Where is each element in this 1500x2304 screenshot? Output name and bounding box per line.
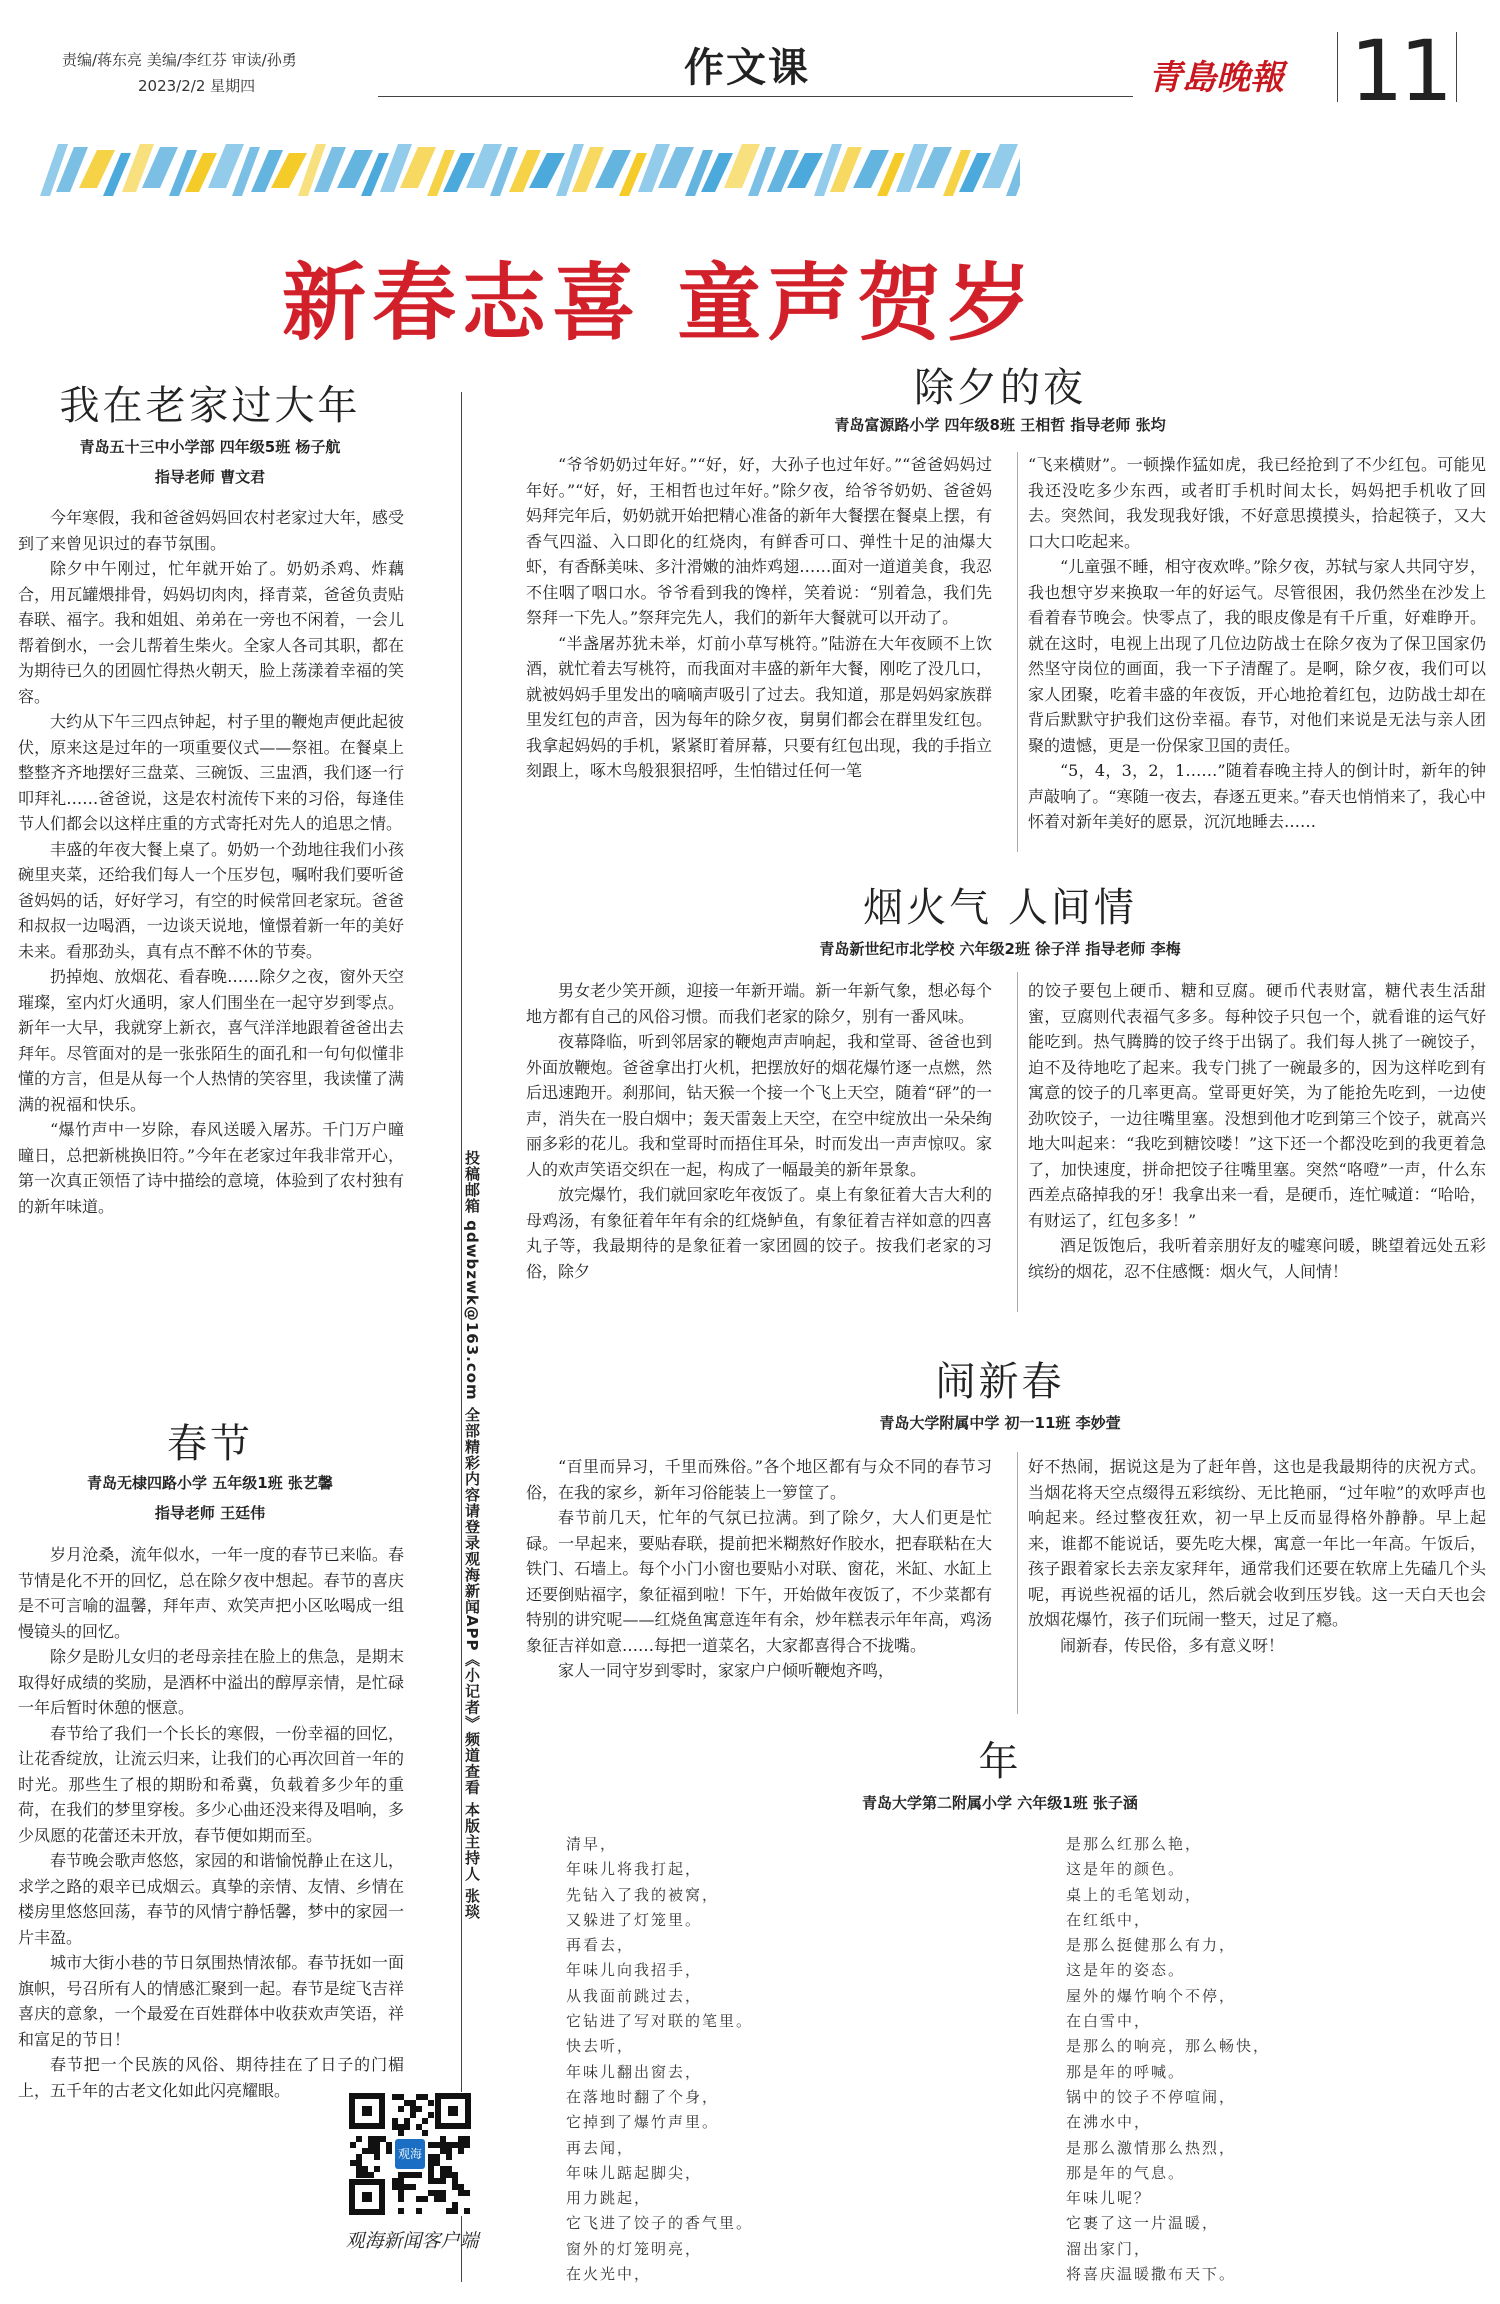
poem-line: 年味儿踮起脚尖， — [566, 2163, 703, 2182]
paragraph: 夜幕降临，听到邻居家的鞭炮声声响起，我和堂哥、爸爸也到外面放鞭炮。爸爸拿出打火机，把摆放好的烟花爆竹逐一点燃，然后迅速跑开。刹那间，钻天猴一个接一个飞上天空，随着“砰”的一声，消失在一股白烟中；轰天雷轰上天空，在空中绽放出一朵朵绚丽多彩的花儿。我和堂哥时而捂住耳朵，时而发出一声声惊叹。家人的欢声笑语交织在一起，构成了一幅最美的新年景象。 — [526, 1032, 992, 1179]
article-byline-a3: 青岛富源路小学 四年级8班 王相哲 指导老师 张均 — [834, 416, 1166, 434]
editor-credits: 责编/蒋东亮 美编/李红芬 审读/孙勇 — [62, 51, 297, 69]
poem-line: 是那么挺健那么有力， — [1066, 1936, 1237, 1955]
poem-line: 再看去， — [566, 1936, 635, 1955]
paragraph: 春节给了我们一个长长的寒假，一份幸福的回忆，让花香绽放，让流云归来，让我们的心再次回首一年的时光。那些生了根的期盼和希冀，负载着多少年的重荷，在我们的梦里穿梭。多少心曲还没来得及唱响，多少凤愿的花蕾还未开放，春节便如期而至。 — [18, 1723, 404, 1845]
paragraph: 酒足饭饱后，我听着亲朋好友的嘘寒问暖，眺望着远处五彩缤纷的烟花，忍不住感慨：烟火气，人间情！ — [1028, 1236, 1486, 1281]
paragraph: “儿童强不睡，相守夜欢哗。”除夕夜，苏轼与家人共同守岁，我也想守岁来换取一年的好运气。尽管很困，我仍然坐在沙发上看着春节晚会。快零点了，我的眼皮像是有千斤重，好难睁开。就在这时，电视上出现了几位边防战士在除夕夜为了保卫国家仍然坚守岗位的画面，我一下子清醒了。是啊，除夕夜，我们可以家人团聚，吃着丰盛的年夜饭，开心地抢着红包，边防战士却在背后默默守护我们这份幸福。春节，对他们来说是无法与亲人团聚的遗憾，更是一份保家卫国的责任。 — [1028, 557, 1486, 755]
paragraph: 今年寒假，我和爸爸妈妈回农村老家过大年，感受到了来曾见识过的春节氛围。 — [18, 508, 404, 553]
poem-line: 先钻入了我的被窝， — [566, 1885, 720, 1904]
poem-line: 它飞进了饺子的香气里。 — [566, 2214, 754, 2233]
paragraph: 春节晚会歌声悠悠，家园的和谐愉悦静止在这儿，求学之路的艰辛已成烟云。真挚的亲情、友情、乡情在楼房里悠悠回荡，春节的风情宁静恬馨，梦中的家园一片丰盈。 — [18, 1851, 404, 1947]
poem-line: 快去听， — [566, 2037, 635, 2056]
paragraph: 好不热闹，据说这是为了赶年兽，这也是我最期待的庆祝方式。当烟花将天空点缀得五彩缤纷、无比艳丽，“过年啦”的欢呼声也响起来。经过整夜狂欢，初一早上反而显得格外静静。早上起来，谁都不能说话，要先吃大棵，寓意一年比一年高。午饭后，孩子跟着家长去亲友家拜年，通常我们还要在软席上先磕几个头呢，再说些祝福的话儿，然后就会收到压岁钱。这一天白天也会放烟花爆竹，孩子们玩闹一整天，过足了瘾。 — [1028, 1457, 1486, 1629]
article-teacher-a2: 指导老师 王廷伟 — [154, 1504, 266, 1522]
header-divider-right — [1456, 32, 1457, 102]
header-rule — [378, 96, 1133, 97]
paragraph: 除夕是盼儿女归的老母亲挂在脸上的焦急，是期末取得好成绩的奖励，是酒杯中溢出的醇厚亲情，是忙碌一年后暂时休憩的惬意。 — [18, 1647, 404, 1717]
paragraph: 闹新春，传民俗，多有意义呀！ — [1060, 1635, 1285, 1655]
poem-line: 清早， — [566, 1835, 618, 1853]
poem-line: 在红纸中， — [1066, 1910, 1152, 1929]
poem-line: 年味儿呢？ — [1066, 2189, 1152, 2208]
article-title-a5: 闹新春 — [935, 1359, 1065, 1405]
article-body-a2 — [18, 1542, 404, 2288]
article-body-a3-col1 — [526, 452, 992, 860]
poem-line: 用力跳起， — [566, 2189, 652, 2208]
a3-column-divider — [1017, 452, 1018, 852]
poem-line: 它钻进了写对联的笔里。 — [566, 2012, 754, 2031]
article-body-a4-col1 — [526, 978, 992, 1334]
article-byline-a2: 青岛无棣四路小学 五年级1班 张艺馨 — [87, 1474, 333, 1492]
paragraph: 城市大街小巷的节日氛围热情浓郁。春节抚如一面旗帜，号召所有人的情感汇聚到一起。春节是绽飞吉祥喜庆的意象，一个最爱在百姓群体中收获欢声笑语，祥和富足的节日！ — [18, 1953, 404, 2049]
article-body-a5-col1 — [526, 1454, 992, 1722]
newspaper-brand: 青島晚報 — [1148, 58, 1284, 98]
paragraph: 丰盛的年夜大餐上桌了。奶奶一个劲地往我们小孩碗里夹菜，还给我们每人一个压岁包，嘱咐我们要听爸爸妈妈的话，好好学习，有空的时候常回老家玩。爸爸和叔叔一边喝酒，一边谈天说地，憧憬着新一年的美好未来。看那劲头，真有点不醉不休的节奏。 — [18, 839, 404, 961]
a5-column-divider — [1017, 1452, 1018, 1714]
header-divider — [1337, 32, 1338, 102]
article-body-a1 — [18, 505, 404, 1405]
poem-line: 这是年的颜色。 — [1066, 1860, 1186, 1879]
article-byline-a5: 青岛大学附属中学 初一11班 李妙萱 — [879, 1414, 1121, 1432]
qr-caption: 观海新闻客户端 — [345, 2230, 479, 2252]
paragraph: “5，4，3，2，1……”随着春晚主持人的倒计时，新年的钟声敲响了。“寒随一夜去，春逐五更来。”春天也悄悄来了，我心中怀着对新年美好的愿景，沉沉地睡去…… — [1028, 761, 1486, 831]
poem-line: 是那么红那么艳， — [1066, 1835, 1203, 1853]
paragraph: 春节把一个民族的风俗、期待挂在了日子的门楣上，五千年的古老文化如此闪亮耀眼。 — [18, 2055, 404, 2100]
poem-line: 是那么激情那么热烈， — [1066, 2138, 1237, 2157]
paragraph: 的饺子要包上硬币、糖和豆腐。硬币代表财富，糖代表生活甜蜜，豆腐则代表福气多多。每种饺子只包一个，就看谁的运气好能吃到。热气腾腾的饺子终于出锅了。我们每人挑了一碗饺子，迫不及待地吃了起来。我专门挑了一碗最多的，因为这样吃到有寓意的饺子的几率更高。堂哥更好笑，为了能抢先吃到，一边使劲吹饺子，一边往嘴里塞。没想到他才吃到第三个饺子，就高兴地大叫起来：“我吃到糖饺喽！”这下还一个都没吃到的我更着急了，加快速度，拼命把饺子往嘴里塞。突然“咯噔”一声，什么东西差点硌掉我的牙！我拿出来一看，是硬币，连忙喊道：“哈哈，有财运了，红包多多！” — [1028, 981, 1486, 1230]
article-body-a5-col2 — [1028, 1454, 1486, 1722]
section-title: 作文课 — [684, 45, 810, 91]
poem-line: 那是年的气息。 — [1066, 2163, 1186, 2182]
poem-line: 锅中的饺子不停喧闹， — [1066, 2087, 1237, 2106]
article-title-a1: 我在老家过大年 — [59, 383, 361, 429]
article-title-a2: 春节 — [167, 1421, 253, 1467]
paragraph: “半盏屠苏犹未举，灯前小草写桃符。”陆游在大年夜顾不上饮酒，就忙着去写桃符，而我面对丰盛的新年大餐，刚吃了没几口，就被妈妈手里发出的嘀嘀声吸引了过去。我知道，那是妈妈家族群里发红包的声音，因为每年的除夕夜，舅舅们都会在群里发红包。我拿起妈妈的手机，紧紧盯着屏幕，只要有红包出现，我的手指立刻跟上，啄木鸟般狠狠招呼，生怕错过任何一笔 — [526, 633, 992, 780]
main-headline: 新春志喜 童声贺岁 — [282, 254, 1038, 352]
paragraph: 男女老少笑开颜，迎接一年新开端。新一年新气象，想必每个地方都有自己的风俗习惯。而我们老家的除夕，别有一番风味。 — [526, 981, 992, 1026]
poem-line: 窗外的灯笼明亮， — [566, 2239, 703, 2258]
poem-line: 年味儿向我招手， — [566, 1961, 703, 1980]
poem-line: 它裹了这一片温暖， — [1066, 2214, 1220, 2233]
poem-line: 再去闻， — [566, 2138, 635, 2157]
poem-line: 年味儿翻出窗去， — [566, 2062, 703, 2081]
article-byline-a1: 青岛五十三中小学部 四年级5班 杨子航 — [79, 438, 341, 456]
poem-col1 — [566, 1832, 986, 2287]
poem-line: 从我面前跳过去， — [566, 1986, 703, 2005]
poem-line: 是那么的响亮，那么畅快， — [1066, 2037, 1271, 2056]
page-number: 11 — [1350, 22, 1449, 120]
paragraph: 大约从下午三四点钟起，村子里的鞭炮声便此起彼伏，原来这是过年的一项重要仪式——祭祖。在餐桌上整整齐齐地摆好三盘菜、三碗饭、三盅酒，我们逐一行叩拜礼……爸爸说，这是农村流传下来的习俗，每逢佳节人们都会以这样庄重的方式寄托对先人的追思之情。 — [18, 712, 404, 833]
paragraph: 扔掉炮、放烟花、看春晚……除夕之夜，窗外天空璀璨，室内灯火通明，家人们围坐在一起守岁到零点。新年一大早，我就穿上新衣，喜气洋洋地跟着爸爸出去拜年。尽管面对的是一张张陌生的面孔和一句句似懂非懂的方言，但是从每一个人热情的笑容里，我读懂了满满的祝福和快乐。 — [18, 967, 404, 1114]
poem-line: 那是年的呼喊。 — [1066, 2062, 1186, 2081]
qr-logo-text: 观海 — [397, 2147, 423, 2161]
article-body-a3-col2 — [1028, 452, 1486, 860]
article-teacher-a1: 指导老师 曹文君 — [154, 468, 266, 486]
submission-info: 投稿邮箱 qdwbzwk@163.com 全部精彩内容请登录观海新闻APP《小记者》频道查看 本版主持人 张琰 — [463, 1150, 481, 1920]
poem-line: 年味儿将我打起， — [566, 1860, 703, 1879]
paragraph: “飞来横财”。一顿操作猛如虎，我已经抢到了不少红包。可能见我还没吃多少东西，或者盯手机时间太长，妈妈把手机收了回去。突然间，我发现我好饿，不好意思摸摸头，拾起筷子，又大口大口吃起来。 — [1028, 455, 1486, 551]
poem-line: 这是年的姿态。 — [1066, 1961, 1186, 1980]
article-body-a4-col2 — [1028, 978, 1486, 1334]
poem-line: 在落地时翻了个身， — [566, 2087, 720, 2106]
poem-line: 将喜庆温暖撒布天下。 — [1066, 2265, 1237, 2284]
poem-line: 溜出家门， — [1066, 2239, 1152, 2258]
article-title-a6: 年 — [978, 1739, 1022, 1785]
paragraph: “百里而异习，千里而殊俗。”各个地区都有与众不同的春节习俗，在我的家乡，新年习俗能装上一箩筐了。 — [526, 1457, 992, 1502]
poem-line: 在火光中， — [566, 2265, 652, 2284]
poem-line: 屋外的爆竹响个不停， — [1066, 1986, 1237, 2005]
poem-line: 桌上的毛笔划动， — [1066, 1885, 1203, 1904]
poem-col2 — [1066, 1832, 1486, 2287]
paragraph: 春节前几天，忙年的气氛已拉满。到了除夕，大人们更是忙碌。一早起来，要贴春联，提前把米糊熬好作胶水，把春联粘在大铁门、石墙上。每个小门小窗也要贴小对联、窗花，米缸、水缸上还要倒贴福字，象征福到啦！下午，开始做年夜饭了，不少菜都有特别的讲究呢——红烧鱼寓意连年有余，炒年糕表示年年高，鸡汤象征吉祥如意……每把一道菜名，大家都喜得合不拢嘴。 — [526, 1508, 992, 1655]
a4-column-divider — [1017, 972, 1018, 1312]
paragraph: 家人一同守岁到零时，家家户户倾听鞭炮齐鸣， — [558, 1661, 895, 1680]
article-byline-a4: 青岛新世纪市北学校 六年级2班 徐子洋 指导老师 李梅 — [819, 940, 1181, 958]
banner-stripes — [40, 134, 1020, 206]
paragraph: 放完爆竹，我们就回家吃年夜饭了。桌上有象征着大吉大利的母鸡汤，有象征着年年有余的红烧鲈鱼，有象征着吉祥如意的四喜丸子等，我最期待的是象征着一家团圆的饺子。按我们老家的习俗，除夕 — [526, 1185, 992, 1281]
article-title-a3: 除夕的夜 — [914, 365, 1086, 411]
poem-line: 又躲进了灯笼里。 — [566, 1910, 703, 1929]
paragraph: “爆竹声中一岁除，春风送暖入屠苏。千门万户曈曈日，总把新桃换旧符。”今年在老家过年我非常开心，第一次真正领悟了诗中描绘的意境，体验到了农村独有的新年味道。 — [18, 1120, 404, 1216]
poem-line: 在白雪中， — [1066, 2012, 1152, 2031]
poem-line: 在沸水中， — [1066, 2113, 1152, 2132]
paragraph: 岁月沧桑，流年似水，一年一度的春节已来临。春节情是化不开的回忆，总在除夕夜中想起。春节的喜庆是不可言喻的温馨，拜年声、欢笑声把小区吆喝成一组慢镜头的回忆。 — [18, 1545, 404, 1641]
paragraph: “爷爷奶奶过年好。”“好，好，大孙子也过年好。”“爸爸妈妈过年好。”“好，好，王相哲也过年好。”除夕夜，给爷爷奶奶、爸爸妈妈拜完年后，奶奶就开始把精心准备的新年大餐摆在餐桌上摆，有香气四溢、入口即化的红烧肉，有鲜香可口、弹性十足的油爆大虾，有香酥美味、多汁滑嫩的油炸鸡翅……面对一道道美食，我忍不住咽了咽口水。爷爷看到我的馋样，笑着说：“别着急，我们先祭拜一下先人。”祭拜完先人，我们的新年大餐就可以开动了。 — [526, 455, 992, 627]
article-byline-a6: 青岛大学第二附属小学 六年级1班 张子涵 — [862, 1794, 1138, 1812]
article-title-a4: 烟火气 人间情 — [863, 885, 1137, 931]
issue-date: 2023/2/2 星期四 — [138, 77, 256, 95]
poem-line: 它掉到了爆竹声里。 — [566, 2113, 720, 2132]
paragraph: 除夕中午刚过，忙年就开始了。奶奶杀鸡、炸藕合，用瓦罐煨排骨，妈妈切肉肉，择青菜，爸爸负责贴春联、福字。我和姐姐、弟弟在一旁也不闲着，一会儿帮着倒水，一会儿帮着生柴火。全家人各司其职，都在为期待已久的团圆忙得热火朝天，脸上荡漾着幸福的笑容。 — [18, 559, 404, 706]
qr-code-icon[interactable] — [348, 2092, 472, 2216]
